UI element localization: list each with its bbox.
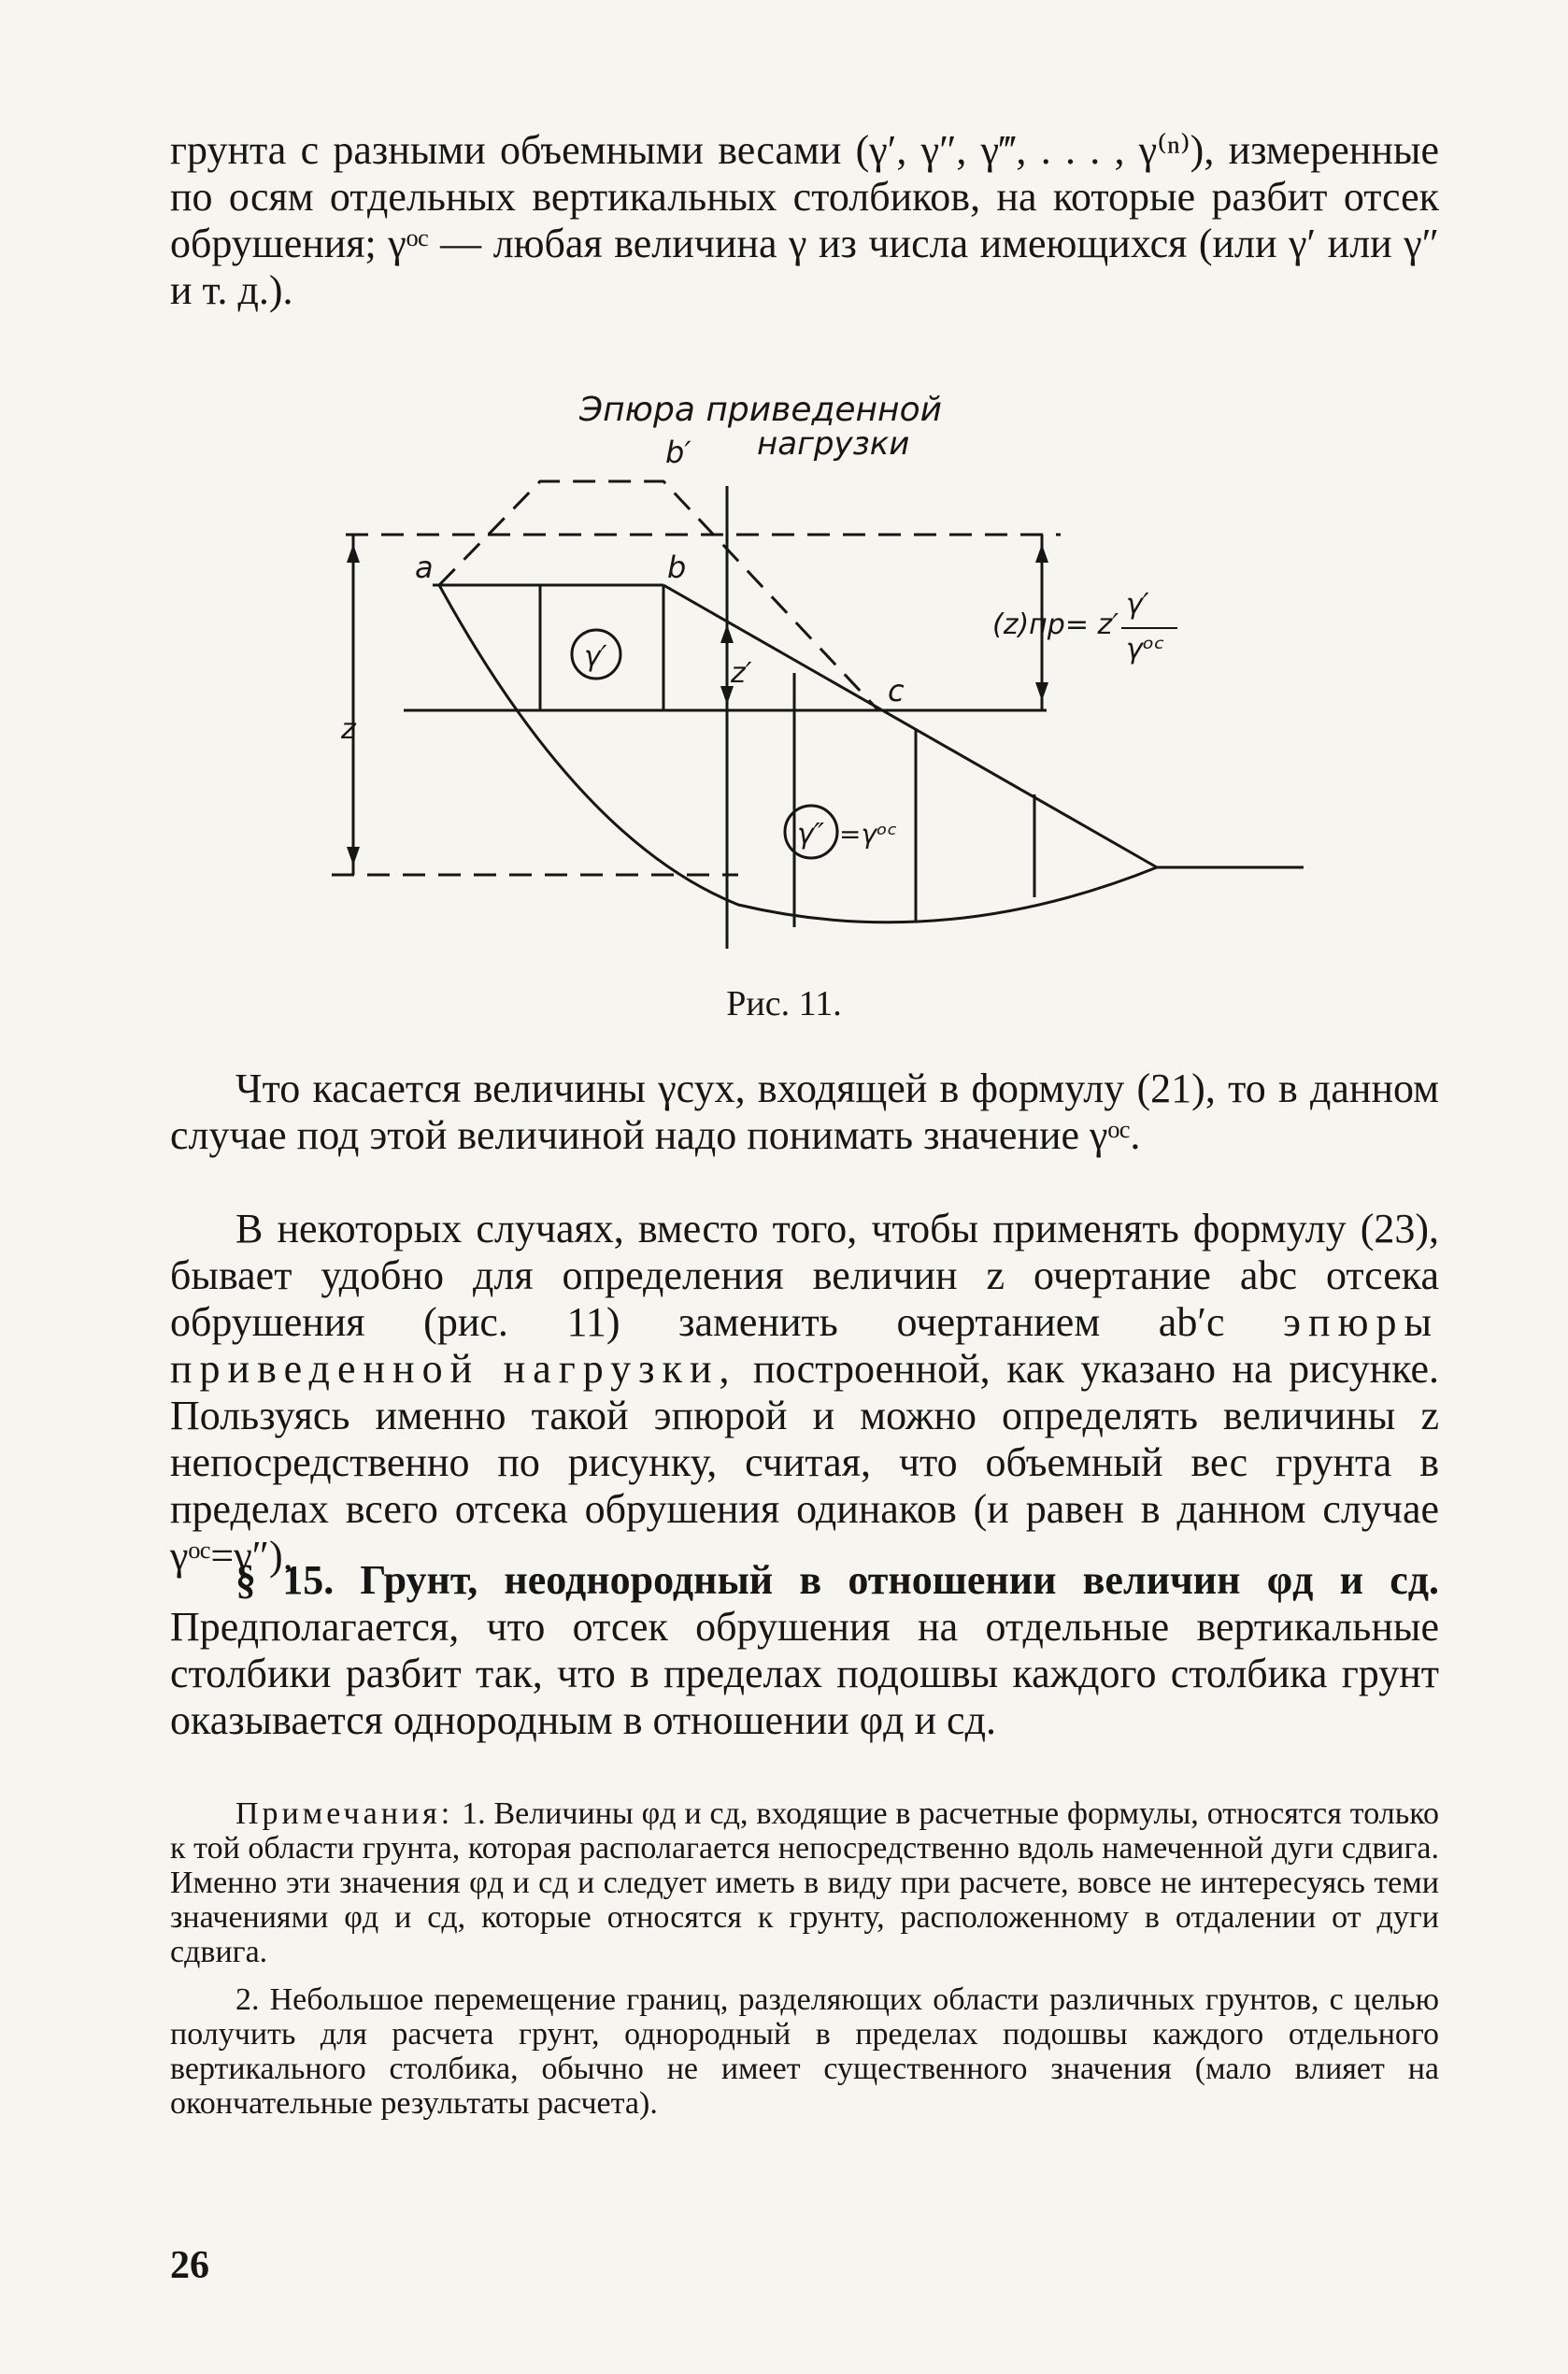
label-gamma2-eq: =γᵒᶜ	[839, 819, 897, 850]
note-1	[170, 1796, 1439, 1969]
paragraph-reduced-load	[170, 1206, 1439, 1580]
label-gamma2: γ″	[797, 818, 824, 851]
body-paragraph-2	[170, 1206, 1439, 1580]
label-z: z	[341, 713, 356, 746]
page-number: 26	[170, 2244, 209, 2287]
diagram-title-line2: нагрузки	[757, 425, 910, 463]
label-b: b	[667, 550, 687, 585]
note-2: 2. Небольшое перемещение границ, разделяющих области различных грунтов, с целью получить для расчета грунт, однородный в пределах подошвы каждого отдельного вертикального столбика, обычно не имеет существенного значения (мало влияет на окончательные результаты расчета).	[170, 1982, 1439, 2121]
section-text: Предполагается, что отсек обрушения на отдельные вертикальные столбики разбит так, что в пределах подошвы каждого столбика грунт оказывается однородным в отношении φд и cд.	[170, 1604, 1439, 1743]
diagram-title-line1: Эпюра приведенной	[579, 391, 943, 429]
paragraph2-spaced: эпюры приведенной нагрузки,	[170, 1299, 1440, 1392]
reduced-load-diagram	[439, 481, 878, 710]
notes-block	[170, 1796, 1439, 2134]
body-paragraph-1	[170, 1065, 1439, 1159]
label-gamma1: γ′	[584, 640, 607, 673]
section-15	[170, 1557, 1439, 1744]
notes-label: Примечания:	[235, 1796, 454, 1831]
note-1-text: 1. Величины φд и cд, входящие в расчетные формулы, относятся только к той области грунта, которая располагается непосредственно вдоль намеченной дуги сдвига. Именно эти значения φд и cд и следует иметь в виду при расчете, вовсе не интересуясь теми значениями φд и cд, которые относятся к грунту, расположенному в отдалении от дуги сдвига.	[170, 1796, 1440, 1969]
label-c: c	[888, 673, 905, 708]
formula-denominator: γᵒᶜ	[1126, 633, 1165, 665]
figure-caption: Рис. 11.	[726, 984, 842, 1023]
label-a: a	[415, 550, 434, 585]
label-bprime: b′	[665, 435, 691, 470]
figure-11	[0, 0, 1568, 972]
section-15-paragraph	[170, 1557, 1439, 1744]
paragraph-gamma-dry: Что касается величины γсух, входящей в формулу (21), то в данном случае под этой величиной надо понимать значение γᵒᶜ.	[170, 1065, 1439, 1158]
formula-numerator: γ′	[1126, 588, 1149, 621]
intro-text: грунта с разными объемными весами (γ′, γ″, γ‴, . . . , γ⁽ⁿ⁾), измеренные по осям отдельных вертикальных столбиков, на которые разбит отсек обрушения; γᵒᶜ — любая величина γ из числа имеющихся (или γ′ или γ″ и т. д.).	[170, 127, 1439, 313]
section-heading: § 15. Грунт, неоднородный в отношении величин φд и cд.	[235, 1557, 1439, 1603]
paragraph2-part-a: В некоторых случаях, вместо того, чтобы применять формулу (23), бывает удобно для определения величин z очертание abc отсека обрушения (рис. 11) заменить очертанием ab′c	[170, 1206, 1439, 1345]
formula-left: (z)пр= z′	[992, 608, 1119, 641]
paragraph2-part-b: построенной, как указано на рисунке. Пользуясь именно такой эпюрой и можно определять величины z непосредственно по рисунку, считая, что объемный вес грунта в пределах всего отсека обрушения одинаков (и равен в данном случае γᵒᶜ=γ″).	[170, 1346, 1440, 1579]
label-zprime: z′	[731, 657, 752, 690]
